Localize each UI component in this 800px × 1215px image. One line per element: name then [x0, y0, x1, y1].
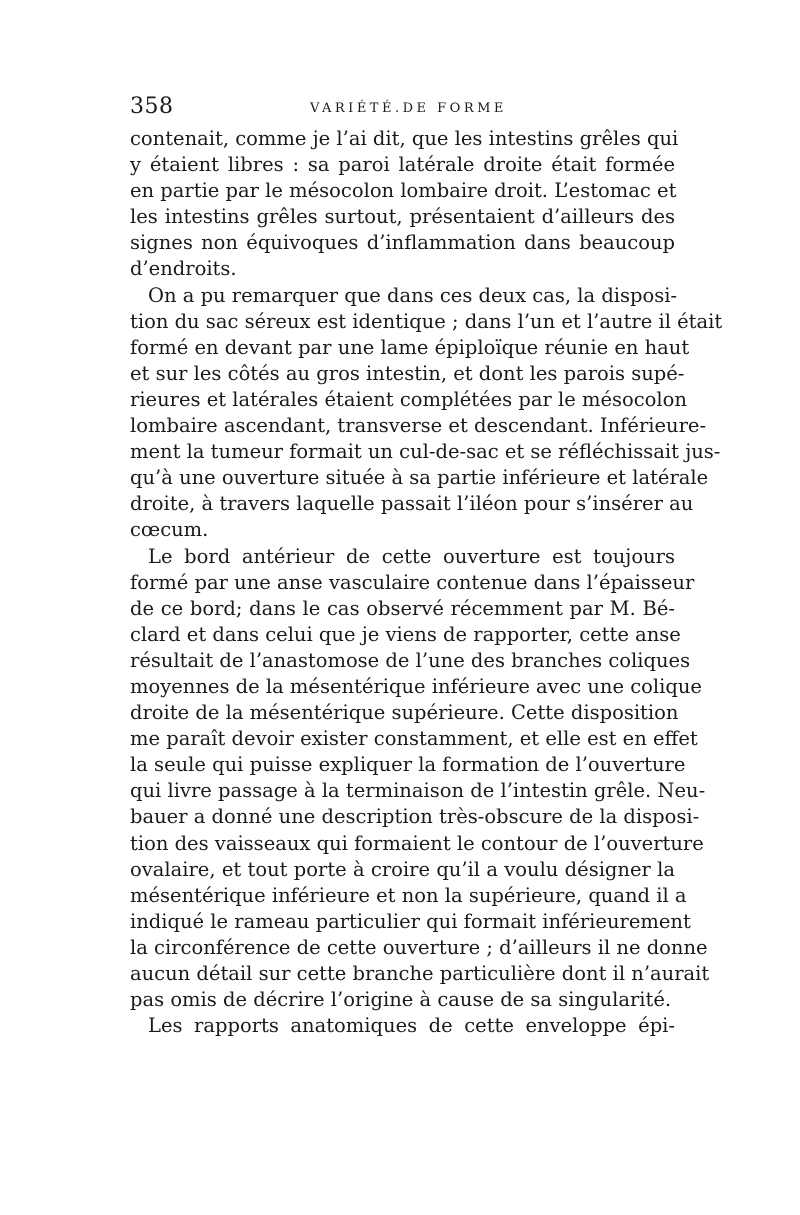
body-text — [130, 126, 723, 1039]
text-line: la circonférence de cette ouverture ; d’ailleurs il ne donne — [130, 935, 708, 959]
text-line: droite de la mésentérique supérieure. Cette disposition — [130, 701, 679, 725]
text-line: et sur les côtés au gros intestin, et dont les parois supé- — [130, 361, 685, 385]
text-line: résultait de l’anastomose de l’une des branches coliques — [130, 648, 691, 672]
text-line: moyennes de la mésentérique inférieure avec une colique — [130, 674, 702, 698]
page-header — [130, 94, 675, 126]
text-line: On a pu remarquer que dans ces deux cas, la disposi- — [148, 283, 678, 307]
text-line: aucun détail sur cette branche particulière dont il n’aurait — [130, 962, 710, 985]
text-line: Les rapports anatomiques de cette enveloppe épi- — [148, 1014, 675, 1038]
text-line: ment la tumeur formait un cul-de-sac et se réfléchissait jus- — [130, 440, 721, 464]
running-head: VARIÉTÉ.DE FORME — [310, 101, 507, 116]
text-line: contenait, comme je l’ai dit, que les intestins grêles qui — [130, 127, 679, 150]
page-number: 358 — [130, 94, 174, 119]
text-line: indiqué le rameau particulier qui formait inférieurement — [130, 909, 691, 933]
text-line: Le bord antérieur de cette ouverture est toujours — [148, 544, 675, 568]
text-line: clard et dans celui que je viens de rapporter, cette anse — [130, 622, 681, 646]
text-line: tion des vaisseaux qui formaient le contour de l’ouverture — [130, 831, 704, 855]
text-line: de ce bord; dans le cas observé récemment par M. Bé- — [130, 596, 675, 620]
text-line: mésentérique inférieure et non la supérieure, quand il a — [130, 883, 687, 907]
text-line: y étaient libres : sa paroi latérale droite était formée — [130, 153, 675, 177]
text-line: tion du sac séreux est identique ; dans l’un et l’autre il était — [130, 309, 723, 333]
text-line: signes non équivoques d’inflammation dans beaucoup — [130, 231, 675, 255]
text-line: qu’à une ouverture située à sa partie inférieure et latérale — [130, 466, 709, 490]
text-line: me paraît devoir exister constamment, et elle est en effet — [130, 727, 698, 751]
text-line: d’endroits. — [130, 257, 237, 281]
text-line: droite, à travers laquelle passait l’iléon pour s’insérer au — [130, 492, 694, 516]
text-line: en partie par le mésocolon lombaire droit. L’estomac et — [130, 179, 677, 203]
text-line: formé en devant par une lame épiploïque réunie en haut — [130, 335, 690, 359]
text-line: ovalaire, et tout porte à croire qu’il a voulu désigner la — [130, 857, 675, 881]
text-line: cœcum. — [130, 518, 209, 542]
text-line: pas omis de décrire l’origine à cause de sa singularité. — [130, 988, 672, 1012]
text-line: rieures et latérales étaient complétées par le mésocolon — [130, 387, 687, 411]
text-line: qui livre passage à la terminaison de l’intestin grêle. Neu- — [130, 779, 706, 803]
text-line: les intestins grêles surtout, présentaient d’ailleurs des — [130, 205, 675, 229]
text-line: la seule qui puisse expliquer la formation de l’ouverture — [130, 753, 686, 777]
text-line: lombaire ascendant, transverse et descendant. Inférieure- — [130, 414, 707, 438]
text-line: formé par une anse vasculaire contenue dans l’épaisseur — [130, 570, 695, 594]
text-line: bauer a donné une description très-obscure de la disposi- — [130, 805, 700, 829]
